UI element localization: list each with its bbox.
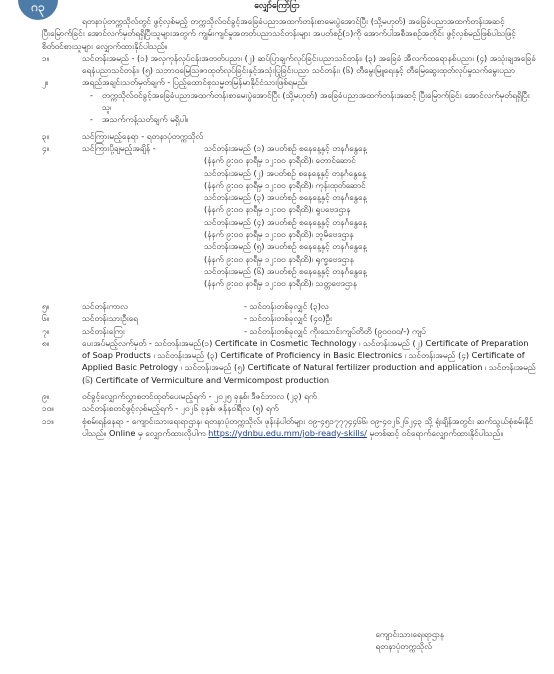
item-number: ၁၁။ (42, 415, 54, 426)
schedule-line: သင်တန်းအမည် (၂) အပတ်စဉ် စနေနေ့နှင့် တနင်္ဂနွေနေ့ (204, 167, 367, 178)
item-8 (42, 337, 536, 386)
item-10 (42, 402, 536, 414)
link-suffix: မှတစ်ဆင့် ဝင်ရောက်လျှောက်ထားနိုင်ပါသည်။ (366, 427, 504, 438)
page-header: လျှော်ကြော်ငြာ (254, 1, 300, 11)
item-text: အရည်အချင်းသတ်မှတ်ချက် - ပြည့်ထောင်စုသမ္မတမြန်မာနိုင်ငံသားဖြစ်ရမည်။ (82, 77, 308, 88)
item-text: သင်တန်းအမည် - (၁) အလှကုန်လုပ်ငန်းအတတ်ပညာ၊ (၂) ဆပ်ပြာချက်လုပ်ခြင်းပညာသင်တန်း၊ (၃) အခြေခံ အီလက်ထရောနစ်ပညာ၊ (၄) အသုံးချအခြေခံရေနံပညာသင်တန်း၊ (၅) သဘာဝမြေသြဇာထုတ်လုပ်ခြင်းနှင့်အသုံးပြုခြင်းပညာ သင်တန်း၊ (၆) တီမွေးမြူရေးနှင့် တီမြေဆွေးထုတ်လုပ်မှုသက်မွေးပညာ (82, 52, 536, 76)
schedule-line: (နံနက် ၉:၀၀ နာရီမှ ၁၂:၀၀ နာရီထိ)၊ ရုက္ခဗေဒဌာန (204, 253, 354, 264)
schedule-line: သင်တန်းအမည် (၆) အပတ်စဉ် စနေနေ့နှင့် တနင်္ဂနွေနေ့ (204, 265, 367, 276)
schedule-block (82, 142, 536, 300)
schedule-line: (နံနက် ၉:၀၀ နာရီမှ ၁၂:၀၀ နာရီထိ)၊ ဘူမိဗေဒဌာန (204, 229, 354, 240)
item-number: ၁။ (42, 52, 50, 63)
item-text: ဝင်ခွင့်လျှောက်လွှာစတင်ထုတ်ပေးမည့်ရက် - ၂၀၂၅ ခုနှစ်၊ ဒီဇင်ဘာလ (၂၃) ရက် (82, 391, 317, 402)
intro-paragraph: ရတနာပုံတက္ကသိုလ်တွင် ဖွင့်လှစ်မည့် တက္ကသိုလ်ဝင်ခွင့်အခြေခံပညာအထက်တန်းစာမေးပွဲအောင်ပြီး (သို့မဟုတ်) အခြေခံပညာအထက်တန်းအဆင့် ပြီးမြောက်ခြင်း အောင်လက်မှတ်ရရှိပြီးသူများအတွက် ကျွမ်းကျင်မှုအတတ်ပညာသင်တန်းများ အပတ်စဉ်(၁)ကို အောက်ပါအစီအစဉ်အတိုင်း ဖွင့်လှစ်မည်ဖြစ်ပါသဖြင့် စိတ်ဝင်စားသူများ လျှောက်ထားနိုင်ပါသည်။ (42, 16, 516, 51)
item-2 (42, 76, 536, 88)
item-5 (42, 300, 536, 312)
item-6 (42, 312, 536, 324)
item-number: ၆။ (42, 313, 50, 324)
schedule-line: (နံနက် ၉:၀၀ နာရီမှ ၁၂:၀၀ နာရီထိ)၊ ကုန်းထုတ်ဆောင် (204, 179, 366, 190)
signature-department: ကျောင်းသားရေးရာဌာန (375, 629, 444, 639)
item-number: ၃။ (42, 130, 50, 141)
schedule-line: သင်တန်းအမည် (၃) အပတ်စဉ် စနေနေ့နှင့် တနင်္ဂနွေနေ့ (204, 192, 367, 203)
schedule-line: (နံနက် ၉:၀၀ နာရီမှ ၁၂:၀၀ နာရီထိ)၊ သတ္တဗေဒဌာန (204, 278, 357, 289)
schedule-line: (နံနက် ၉:၀၀ နာရီမှ ၁၂:၀၀ နာရီထိ)၊ ရူပဗေဒဌာန (204, 204, 351, 215)
university-logo: ဂ၃ (18, 0, 58, 20)
field-value: - သင်တန်းတစ်ခုလျှင် (၃)လ (244, 300, 329, 311)
item-number: ၇။ (42, 325, 50, 336)
qualification-2 (90, 113, 536, 125)
bullet: - (90, 89, 93, 100)
field-label: သင်တန်းသားဦးရေ (82, 313, 138, 324)
item-number: ၁၀။ (42, 403, 54, 414)
qualification-text: အသက်ကန့်သတ်ချက် မရှိပါ။ (102, 114, 189, 125)
item-number: ၈။ (42, 337, 50, 348)
schedule-label: သင်ကြားပို့ချမည့်အချိန် - (82, 142, 156, 153)
item-11 (42, 415, 536, 440)
item-number: ၅။ (42, 300, 50, 311)
item-4 (42, 142, 536, 300)
signature-block (375, 628, 444, 653)
item-text (82, 415, 536, 440)
qualification-1 (90, 89, 536, 114)
item-1 (42, 52, 536, 77)
application-link[interactable]: https://ydnbu.edu.mm/job-ready-skills/ (208, 427, 367, 438)
item-number: ၄။ (42, 142, 50, 153)
item-3 (42, 130, 536, 142)
field-label: သင်တန်းကြေး (82, 325, 125, 336)
schedule-line: သင်တန်းအမည် (၁) အပတ်စဉ် စနေနေ့နှင့် တနင်္ဂနွေနေ့ (204, 142, 367, 153)
item-text: သင်တန်းစတင်ဖွင့်လှစ်မည့်ရက် - ၂၀၂၆ ခုနှစ်၊ ဇန်နဝါရီလ (၅) ရက် (82, 403, 279, 414)
qualification-text: တက္ကသိုလ်ဝင်ခွင့်အခြေခံပညာအထက်တန်းစာမေးပွဲအောင်ပြီး (သို့မဟုတ်) အခြေခံပညာအထက်တန်းအဆင့် ပြီးမြောက်ခြင်း အောင်လက်မှတ်ရရှိပြီးသူ၊ (102, 89, 530, 113)
schedule-line: (နံနက် ၉:၀၀ နာရီမှ ၁၂:၀၀ နာရီထိ)၊ တောင်ဆောင် (204, 155, 356, 166)
schedule-line: သင်တန်းအမည် (၄) အပတ်စဉ် စနေနေ့နှင့် တနင်္ဂနွေနေ့ (204, 216, 367, 227)
item-number: ၂။ (42, 77, 49, 88)
item-7 (42, 325, 536, 337)
bullet: - (90, 114, 93, 125)
signature-university: ရတနာပုံတက္ကသိုလ် (375, 641, 432, 652)
item-number: ၉။ (42, 391, 50, 402)
field-label: သင်တန်းကာလ (82, 300, 128, 311)
contact-text: စုံစမ်းရန်နေရာ - ကျောင်းသားရေးရာဌာန၊ ရတနာပုံတက္ကသိုလ်၊ ဖုန်းနံပါတ်များ ၀၉-၄၅၁၇၇၇၄၄၆၆၊ ၀၉-၄၀၂၆၂၆၂၄၃ သို့ ရုံးချိန်အတွင်း ဆက်သွယ်စုံစမ်းနိုင်ပါသည်။ Online မှ လျှောက်ထားလိုပါက (82, 415, 534, 438)
item-text: ပေးအပ်မည့်လက်မှတ် - သင်တန်းအမည်(၁) Certificate in Cosmetic Technology ၊ သင်တန်းအမည် (၂) Certificate of Preparation of Soap Products ၊ သင်တန်းအမည် (၃) Certificate of Proficiency in Basic Electronics ၊ သင်တန်းအမည် (၄) Certificate of Applied Basic Petrology ၊ သင်တန်းအမည် (၅) Certificate of Natural fertilizer production and application ၊ သင်တန်းအမည် (၆) Certificate of Vermiculture and Vermicompost production (82, 337, 536, 385)
document-body (42, 15, 536, 439)
item-text: သင်ကြားမည့်နေရာ - ရတနာပုံတက္ကသိုလ် (82, 130, 204, 141)
field-value: - သင်တန်းတစ်ခုလျှင် (၄၀)ဦး (244, 313, 333, 324)
schedule-lines (204, 142, 367, 290)
item-9 (42, 390, 536, 402)
schedule-line: သင်တန်းအမည် (၅) အပတ်စဉ် စနေနေ့နှင့် တနင်္ဂနွေနေ့ (204, 241, 367, 252)
field-value: - သင်တန်းတစ်ခုလျှင် ကိုးသောင်းကျပ်တိတိ (၉၀၀၀၀/-) ကျပ် (244, 325, 426, 336)
